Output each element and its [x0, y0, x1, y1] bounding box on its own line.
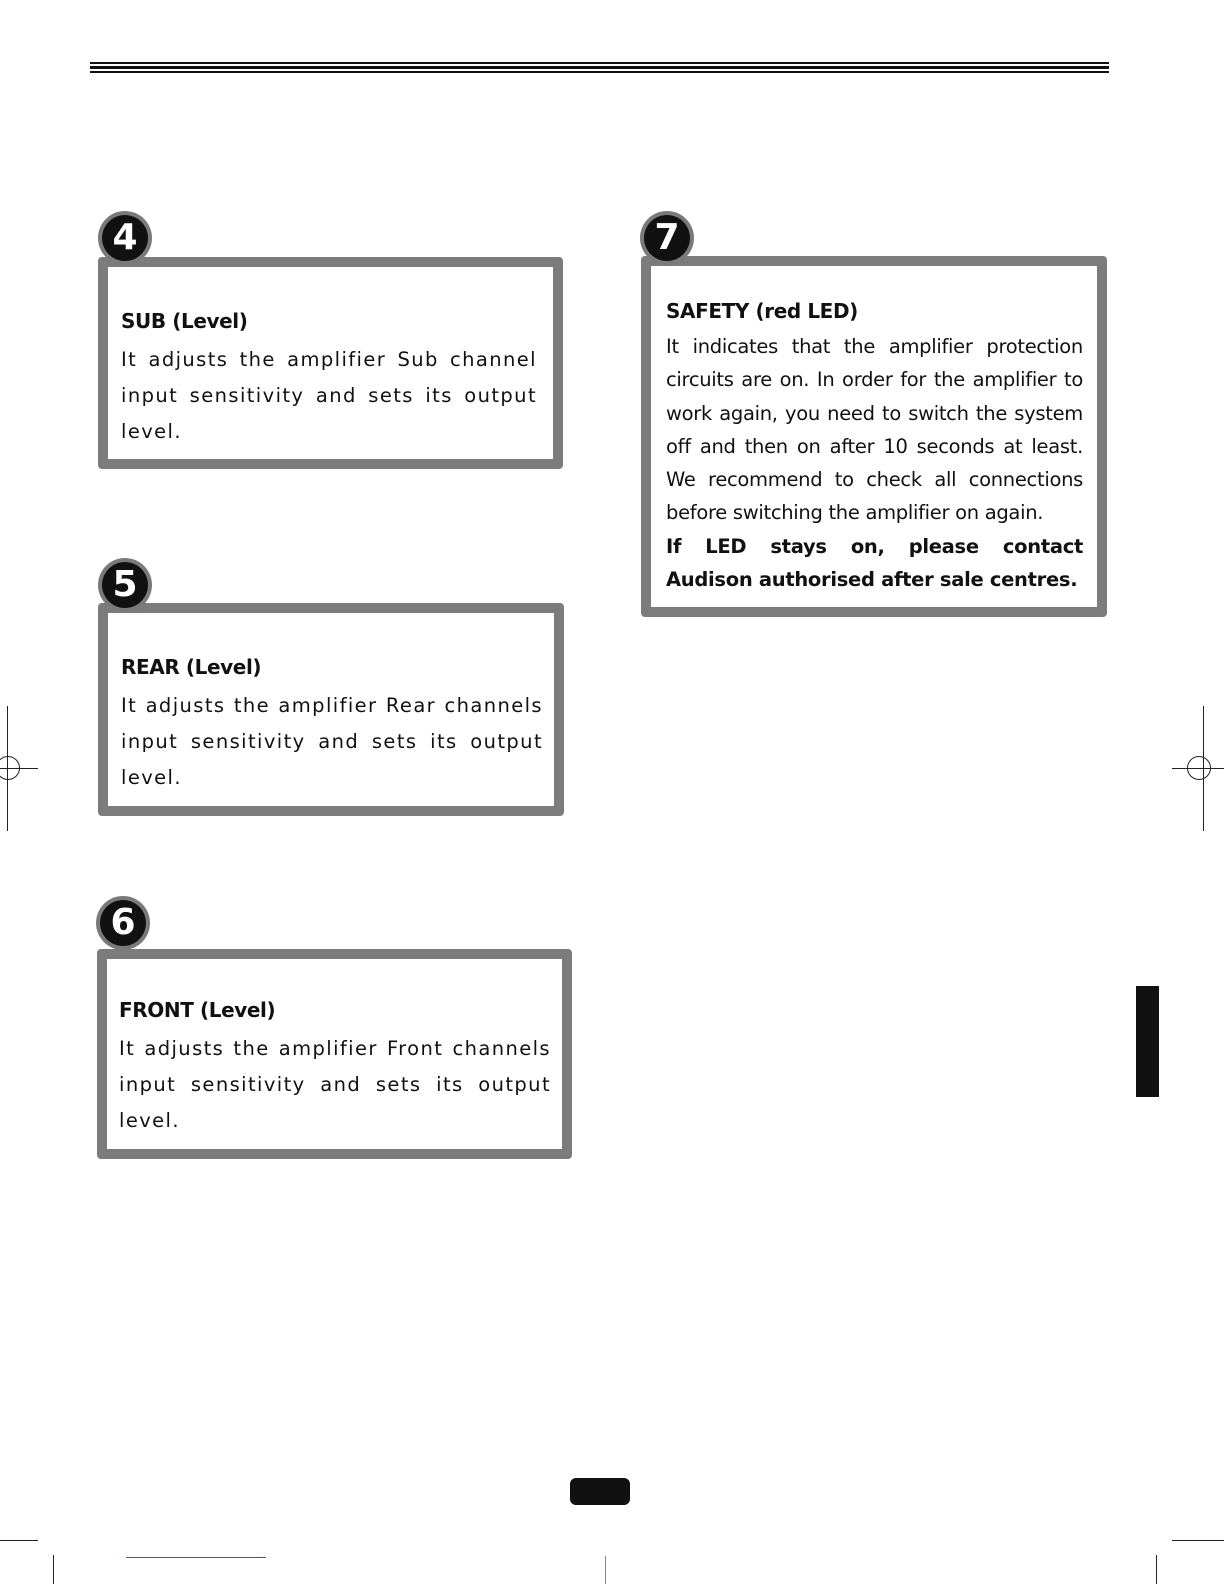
page-number-tab — [570, 1478, 630, 1505]
section-6-box — [97, 949, 572, 1159]
section-4-text: It adjusts the amplifier Sub channel input sensitivity and sets its output level. — [121, 348, 537, 443]
section-5-box — [98, 603, 564, 816]
header-rule — [90, 71, 1109, 73]
header-rule — [90, 66, 1109, 69]
section-7-note: If LED stays on, please contact Audison authorised after sale centres. — [666, 535, 1083, 592]
section-6-text: It adjusts the amplifier Front channels input sensitivity and sets its output level. — [119, 1037, 551, 1132]
section-5-number: 5 — [102, 562, 148, 608]
crop-mark — [1156, 1555, 1157, 1584]
crop-mark — [53, 1555, 54, 1584]
registration-mark — [0, 756, 20, 780]
footer-rule — [126, 1557, 266, 1558]
section-6-number-badge — [96, 896, 150, 950]
section-5-title: REAR (Level) — [121, 655, 262, 679]
section-7-number-badge — [640, 211, 694, 265]
section-7-number: 7 — [644, 215, 690, 261]
section-6-number: 6 — [100, 900, 146, 946]
section-7-text: It indicates that the amplifier protection circuits are on. In order for the amplifier to work again, you need to switch the system off and then on after 10 seconds at least. We recommend to check all connections before switching the amplifier on again. — [666, 335, 1083, 525]
section-4-number-badge — [98, 211, 152, 265]
section-7-title: SAFETY (red LED) — [666, 299, 858, 323]
section-7-box — [641, 256, 1107, 617]
side-thumb-tab — [1136, 986, 1159, 1097]
section-4-box — [98, 257, 563, 469]
section-5-text: It adjusts the amplifier Rear channels input sensitivity and sets its output level. — [121, 694, 543, 789]
header-rule — [90, 62, 1109, 64]
section-4-number: 4 — [102, 215, 148, 261]
section-4-title: SUB (Level) — [121, 309, 248, 333]
crop-mark — [1172, 1540, 1224, 1541]
registration-mark — [1187, 756, 1211, 780]
crop-mark — [0, 1540, 38, 1541]
crop-mark — [605, 1556, 606, 1584]
section-6-title: FRONT (Level) — [119, 998, 276, 1022]
section-5-number-badge — [98, 558, 152, 612]
